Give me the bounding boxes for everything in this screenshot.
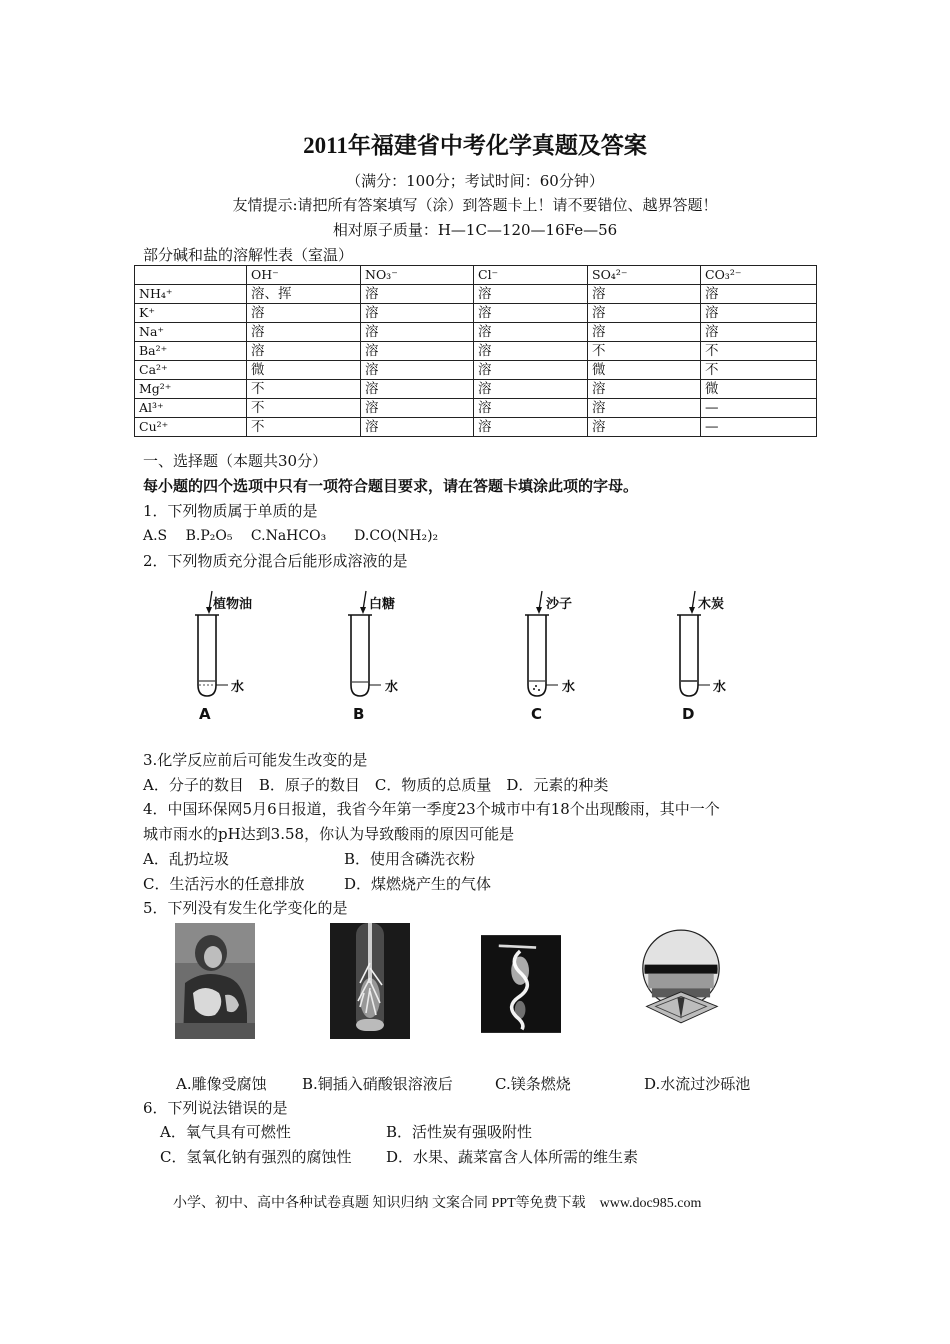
table-cell: 不 <box>701 342 817 361</box>
table-cell: 溶 <box>588 418 701 437</box>
table-cell: 不 <box>247 380 361 399</box>
table-row <box>135 418 817 437</box>
magnesium-burning-photo <box>481 926 561 1042</box>
question-6-option-c: C．氢氧化钠有强烈的腐蚀性 <box>160 1148 352 1166</box>
atomic-mass: 相对原子质量：H—1C—120—16Fe—56 <box>332 221 618 239</box>
table-cell: 溶 <box>361 285 474 304</box>
table-cell: 溶 <box>588 304 701 323</box>
table-cell: 溶 <box>474 380 588 399</box>
table-row <box>135 399 817 418</box>
tube-a-water-label: 水 <box>231 680 245 695</box>
table-cell: 溶 <box>361 323 474 342</box>
copper-silver-nitrate-photo <box>330 923 410 1039</box>
table-header-cell: CO₃²⁻ <box>701 266 817 285</box>
table-cell: 溶 <box>474 285 588 304</box>
table-header-row <box>135 266 817 285</box>
table-cell: 溶 <box>588 323 701 342</box>
section-heading: 一、选择题（本题共30分） <box>143 452 328 470</box>
tube-a-substance-label: 植物油 <box>213 597 253 612</box>
exam-meta: （满分：100分；考试时间：60分钟） <box>346 172 604 190</box>
question-4-stem-line-1: 4．中国环保网5月6日报道，我省今年第一季度23个城市中有18个出现酸雨，其中一个 <box>143 800 720 818</box>
table-cell: 溶 <box>474 418 588 437</box>
table-cell: 溶 <box>247 323 361 342</box>
question-3-stem: 3.化学反应前后可能发生改变的是 <box>143 751 368 769</box>
question-5-caption-b: B.铜插入硝酸银溶液后 <box>302 1075 453 1093</box>
question-6-option-b: B．活性炭有强吸附性 <box>386 1123 533 1141</box>
table-cell: 溶 <box>701 285 817 304</box>
question-1-options: A.S B.P₂O₅ C.NaHCO₃ D.CO(NH₂)₂ <box>143 528 439 544</box>
question-4-stem-line-2: 城市雨水的pH达到3.58，你认为导致酸雨的原因可能是 <box>143 825 515 843</box>
table-cell: 溶 <box>361 399 474 418</box>
section-instruction: 每小题的四个选项中只有一项符合题目要求，请在答题卡填涂此项的字母。 <box>143 477 639 495</box>
table-cell: K⁺ <box>135 304 247 323</box>
question-6-option-a: A．氧气具有可燃性 <box>160 1123 291 1141</box>
table-header-cell: OH⁻ <box>247 266 361 285</box>
table-cell: 溶 <box>588 399 701 418</box>
table-cell: 溶、挥 <box>247 285 361 304</box>
table-cell: 溶 <box>474 361 588 380</box>
page-title: 2011年福建省中考化学真题及答案 <box>303 133 647 158</box>
table-cell: 溶 <box>474 399 588 418</box>
tube-c-substance-label: 沙子 <box>546 597 573 612</box>
table-header-cell: NO₃⁻ <box>361 266 474 285</box>
question-4-option-c: C．生活污水的任意排放 <box>143 875 305 893</box>
table-cell: 溶 <box>701 323 817 342</box>
table-cell: 不 <box>588 342 701 361</box>
table-cell: 溶 <box>474 304 588 323</box>
question-4-option-d: D．煤燃烧产生的气体 <box>344 875 492 893</box>
tube-b-letter: B <box>353 705 365 723</box>
table-cell: Cu²⁺ <box>135 418 247 437</box>
question-5-caption-a: A.雕像受腐蚀 <box>176 1075 267 1093</box>
question-6-stem: 6．下列说法错误的是 <box>143 1099 288 1117</box>
table-cell: — <box>701 399 817 418</box>
table-row <box>135 380 817 399</box>
table-cell: Ba²⁺ <box>135 342 247 361</box>
table-row <box>135 361 817 380</box>
table-cell: 不 <box>247 418 361 437</box>
tube-b-water-label: 水 <box>385 680 399 695</box>
table-cell: 溶 <box>588 380 701 399</box>
table-cell: 不 <box>247 399 361 418</box>
question-5-stem: 5．下列没有发生化学变化的是 <box>143 899 348 917</box>
solubility-table <box>134 265 817 437</box>
tube-b-substance-label: 白糖 <box>369 597 396 612</box>
table-cell: 溶 <box>361 380 474 399</box>
table-cell: Al³⁺ <box>135 399 247 418</box>
question-5-caption-d: D.水流过沙砾池 <box>644 1075 751 1093</box>
table-cell: 溶 <box>361 361 474 380</box>
table-header-cell <box>135 266 247 285</box>
question-4-option-a: A．乱扔垃圾 <box>143 850 229 868</box>
table-cell: 溶 <box>361 304 474 323</box>
question-6-option-d: D．水果、蔬菜富含人体所需的维生素 <box>386 1148 639 1166</box>
question-5-caption-c: C.镁条燃烧 <box>495 1075 571 1093</box>
table-cell: 微 <box>247 361 361 380</box>
question-2-stem: 2．下列物质充分混合后能形成溶液的是 <box>143 552 408 570</box>
question-4-option-b: B．使用含磷洗衣粉 <box>344 850 476 868</box>
exam-tip: 友情提示:请把所有答案填写（涂）到答题卡上！请不要错位、越界答题！ <box>232 196 718 214</box>
table-cell: Na⁺ <box>135 323 247 342</box>
table-cell: 溶 <box>474 323 588 342</box>
tube-c-water-label: 水 <box>562 680 576 695</box>
table-header-cell: SO₄²⁻ <box>588 266 701 285</box>
table-cell: Mg²⁺ <box>135 380 247 399</box>
tube-d-substance-label: 木炭 <box>698 597 725 612</box>
table-cell: 溶 <box>247 342 361 361</box>
tube-d-letter: D <box>682 705 695 723</box>
table-row <box>135 285 817 304</box>
table-cell: NH₄⁺ <box>135 285 247 304</box>
table-row <box>135 304 817 323</box>
statue-corrosion-photo <box>175 923 255 1039</box>
table-header-cell: Cl⁻ <box>474 266 588 285</box>
table-row <box>135 323 817 342</box>
question-3-options: A．分子的数目 B．原子的数目 C．物质的总质量 D．元素的种类 <box>143 776 609 794</box>
table-cell: Ca²⁺ <box>135 361 247 380</box>
table-cell: 微 <box>588 361 701 380</box>
table-cell: 溶 <box>701 304 817 323</box>
table-cell: 溶 <box>474 342 588 361</box>
table-cell: 溶 <box>361 342 474 361</box>
table-cell: 不 <box>701 361 817 380</box>
question-1-stem: 1．下列物质属于单质的是 <box>143 502 318 520</box>
table-cell: 溶 <box>361 418 474 437</box>
tube-d-water-label: 水 <box>713 680 727 695</box>
table-cell: 溶 <box>247 304 361 323</box>
table-cell: — <box>701 418 817 437</box>
tube-a-letter: A <box>199 705 211 723</box>
page-footer: 小学、初中、高中各种试卷真题 知识归纳 文案合同 PPT等免费下载 www.doc985.com <box>173 1196 702 1211</box>
table-row <box>135 342 817 361</box>
tube-c-letter: C <box>531 705 543 723</box>
table-caption: 部分碱和盐的溶解性表（室温） <box>143 246 354 264</box>
table-cell: 溶 <box>588 285 701 304</box>
table-cell: 微 <box>701 380 817 399</box>
water-sand-pool-photo <box>641 923 721 1039</box>
